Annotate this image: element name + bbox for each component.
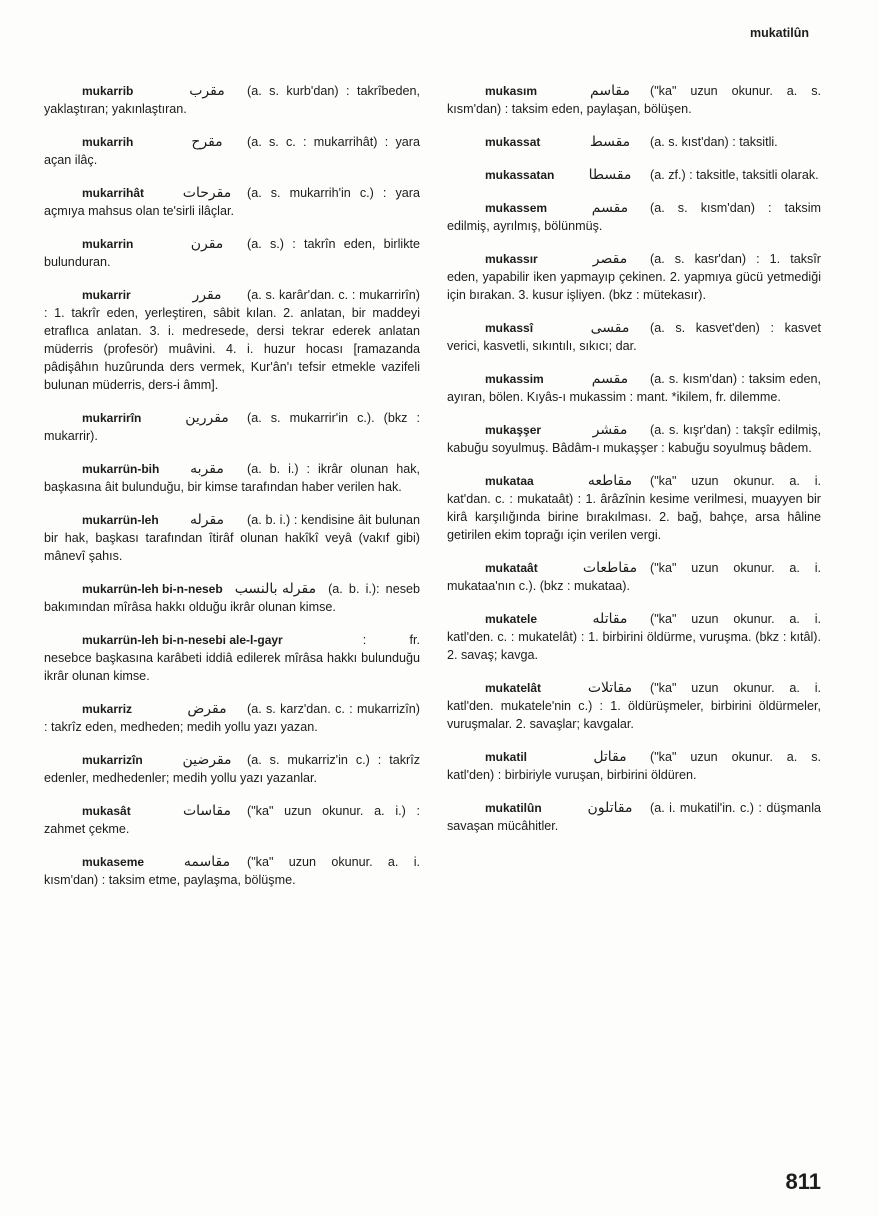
arabic-script: مقشر	[592, 422, 628, 438]
arabic-script: مقررين	[185, 410, 229, 426]
definition: ("ka" uzun okunur. a. s. katl'den) : birbiriyle vuruşan, birbirini öldüren.	[447, 750, 821, 782]
dictionary-entry	[44, 751, 420, 787]
dictionary-entry	[447, 166, 821, 184]
dictionary-entry	[447, 82, 821, 118]
dictionary-entry	[447, 199, 821, 235]
headword: mukarrün-leh bi-n-nesebi ale-l-gayr	[82, 633, 283, 647]
definition: (a. i. mukatil'in. c.) : düşmanla savaşan mücâhitler.	[447, 801, 821, 833]
arabic-script: مقرب	[189, 83, 225, 99]
headword: mukatilûn	[485, 801, 542, 815]
running-head: mukatilûn	[749, 26, 809, 40]
headword: mukatele	[485, 612, 538, 626]
definition: ("ka" uzun okunur. a. i. mukataa'nın c.). (bkz : mukataa).	[447, 561, 821, 593]
left-column	[44, 82, 420, 904]
definition: (a. s.) : takrîn eden, birlikte bulunduran.	[44, 237, 420, 269]
arabic-script: مقربه	[190, 461, 224, 477]
headword: mukarrihât	[82, 186, 145, 200]
dictionary-entry	[447, 679, 821, 733]
headword: mukarrih	[82, 135, 134, 149]
dictionary-entry	[44, 235, 420, 271]
dictionary-entry	[44, 580, 420, 616]
dictionary-entry	[44, 82, 420, 118]
arabic-script: مقسم	[591, 371, 629, 387]
arabic-script: مقاتل	[593, 749, 627, 765]
dictionary-entry	[447, 370, 821, 406]
headword: mukatelât	[485, 681, 542, 695]
arabic-script: مقرح	[191, 134, 223, 150]
dictionary-entry	[44, 511, 420, 565]
dictionary-entry	[447, 799, 821, 835]
dictionary-entry	[447, 472, 821, 544]
arabic-script: مقاطعه	[587, 473, 633, 489]
headword: mukarrün-leh	[82, 513, 159, 527]
definition: ("ka" uzun okunur. a. i. katl'den. c. : mukatelât) : 1. birbirini öldürme, vuruşma. (bkz : kıtâl). 2. savaş; kavga.	[447, 612, 821, 662]
arabic-script: مقاتلون	[587, 800, 633, 816]
headword: mukaşşer	[485, 423, 542, 437]
definition: (a. zf.) : taksitle, taksitli olarak.	[650, 168, 819, 182]
arabic-script: مقاتله	[592, 611, 628, 627]
arabic-script: مقاطعات	[582, 560, 638, 576]
dictionary-entry	[447, 610, 821, 664]
definition: ("ka" uzun okunur. a. i.) : zahmet çekme.	[44, 804, 420, 836]
arabic-script: مقاسم	[590, 83, 630, 99]
arabic-script: مقسط	[589, 134, 631, 150]
definition: (a. s. kısm'dan) : taksim eden, ayıran, bölen. Kıyâs-ı mukassim : mant. *ikilem, fr. dilemme.	[447, 372, 821, 404]
dictionary-entry	[44, 184, 420, 220]
arabic-script: مقاسات	[182, 803, 232, 819]
headword: mukassatan	[485, 168, 555, 182]
definition: (a. b. i.) : kendisine âit bulunan bir hak, başkası tarafından îtirâf olunan hakîkî veyâ (vakıf gibi) mânevî şahıs.	[44, 513, 420, 563]
arabic-script: مقاتلات	[587, 680, 633, 696]
definition: (a. s. kurb'dan) : takrîbeden, yaklaştıran; yakınlaştıran.	[44, 84, 420, 116]
dictionary-entry	[447, 319, 821, 355]
definition: (a. s. karâr'dan. c. : mukarrirîn) : 1. takrîr eden, yerleştiren, sâbit kılan. 2. anlatan, bir maddeyi etraflıca anlatan. 3. i. medresede, dersi tekrar ederek anlatan müderris (profesör) muâvini. 4. i. huzur hocası [ramazanda pâdişâhın huzûrunda ders vermek, Kur'ân'ı tefsir etmekle vazifeli bulunan müderris, ders-i âmm].	[44, 288, 420, 392]
headword: mukarrizîn	[82, 753, 143, 767]
arabic-script: مقرحات	[182, 185, 232, 201]
definition: (a. s. c. : mukarrihât) : yara açan ilâç.	[44, 135, 420, 167]
dictionary-entry	[447, 250, 821, 304]
definition: (a. s. mukarriz'in c.) : takrîz edenler, medhedenler; medih yollu yazı yazanlar.	[44, 753, 420, 785]
headword: mukassim	[485, 372, 544, 386]
definition: (a. s. kasr'dan) : 1. taksîr eden, yapabilir iken yapmayıp çekinen. 2. yapmıya gücü yetmediği için bırakan. 3. kusur işliyen. (bkz : mütekasır).	[447, 252, 821, 302]
definition: (a. s. karz'dan. c. : mukarrizîn) : takrîz eden, medheden; medih yollu yazı yazan.	[44, 702, 420, 734]
dictionary-entry	[447, 421, 821, 457]
definition: (a. s. kıst'dan) : taksitli.	[650, 135, 778, 149]
headword: mukataât	[485, 561, 538, 575]
arabic-script: مقرضين	[182, 752, 232, 768]
definition: (a. s. mukarrir'in c.). (bkz : mukarrir).	[44, 411, 420, 443]
arabic-script: مقرض	[187, 701, 227, 717]
headword: mukataa	[485, 474, 534, 488]
arabic-script: مقسم	[591, 200, 629, 216]
arabic-script: مقسى	[590, 320, 630, 336]
arabic-script: مقرله	[189, 512, 225, 528]
dictionary-entry	[44, 700, 420, 736]
definition: (a. b. i.): neseb bakımından mîrâsa hakkı olduğu ikrâr olunan kimse.	[44, 582, 420, 614]
headword: mukassî	[485, 321, 534, 335]
headword: mukassat	[485, 135, 541, 149]
dictionary-entry	[44, 133, 420, 169]
headword: mukarrün-bih	[82, 462, 160, 476]
definition: ("ka" uzun okunur. a. i. kat'dan. c. : mukataât) : 1. ârâzînin kesime verilmesi, muayyen bir kirâ karşılığında birine bırakılması. 2. bağ, bahçe, arsa hâline getirilen ekim toprağı için verilen vergi.	[447, 474, 821, 542]
definition: ("ka" uzun okunur. a. i. kısm'dan) : taksim etme, paylaşma, bölüşme.	[44, 855, 420, 887]
dictionary-entry	[447, 748, 821, 784]
definition: (a. s. kısm'dan) : taksim edilmiş, ayrılmış, bölünmüş.	[447, 201, 821, 233]
dictionary-entry	[44, 409, 420, 445]
arabic-script: مقرله بالنسب	[234, 581, 317, 597]
definition: ("ka" uzun okunur. a. s. kısm'dan) : taksim eden, paylaşan, bölüşen.	[447, 84, 821, 116]
arabic-script: مقاسمه	[183, 854, 231, 870]
headword: mukassır	[485, 252, 538, 266]
arabic-script: مقصر	[592, 251, 628, 267]
headword: mukassem	[485, 201, 548, 215]
definition: : fr. nesebce başkasına karâbeti iddiâ edilerek mîrâsa hakkı bulunduğu ikrâr olunan kimse.	[44, 633, 420, 683]
dictionary-entry	[44, 631, 420, 685]
headword: mukarrin	[82, 237, 134, 251]
headword: mukarrün-leh bi-n-neseb	[82, 582, 223, 596]
dictionary-entry	[44, 853, 420, 889]
headword: mukarrir	[82, 288, 131, 302]
arabic-script: مقسطا	[588, 167, 632, 183]
dictionary-entry	[447, 133, 821, 151]
dictionary-entry	[44, 802, 420, 838]
definition: (a. s. mukarrih'in c.) : yara açmıya mahsus olan te'sirli ilâçlar.	[44, 186, 420, 218]
right-column	[447, 82, 821, 850]
headword: mukarrirîn	[82, 411, 142, 425]
headword: mukarriz	[82, 702, 133, 716]
definition: (a. s. kışr'dan) : takşîr edilmiş, kabuğu soyulmuş. Bâdâm-ı mukaşşer : kabuğu soyulmuş bâdem.	[447, 423, 821, 455]
headword: mukaseme	[82, 855, 145, 869]
definition: (a. s. kasvet'den) : kasvet verici, kasvetli, sıkıntılı, sıkıcı; dar.	[447, 321, 821, 353]
headword: mukasım	[485, 84, 538, 98]
dictionary-entry	[44, 286, 420, 394]
definition: ("ka" uzun okunur. a. i. katl'den. mukatele'nin c.) : 1. öldürüşmeler, birbirini öldürmeler, vuruşmalar. 2. savaşlar; kavgalar.	[447, 681, 821, 731]
definition: (a. b. i.) : ikrâr olunan hak, başkasına âit bulunduğu, bir kimse tarafından haber verilen hak.	[44, 462, 420, 494]
headword: mukasât	[82, 804, 131, 818]
dictionary-entry	[44, 460, 420, 496]
headword: mukarrib	[82, 84, 134, 98]
arabic-script: مقرر	[192, 287, 222, 303]
page-number: 811	[785, 1169, 821, 1194]
dictionary-entry	[447, 559, 821, 595]
headword: mukatil	[485, 750, 528, 764]
arabic-script: مقرن	[190, 236, 224, 252]
